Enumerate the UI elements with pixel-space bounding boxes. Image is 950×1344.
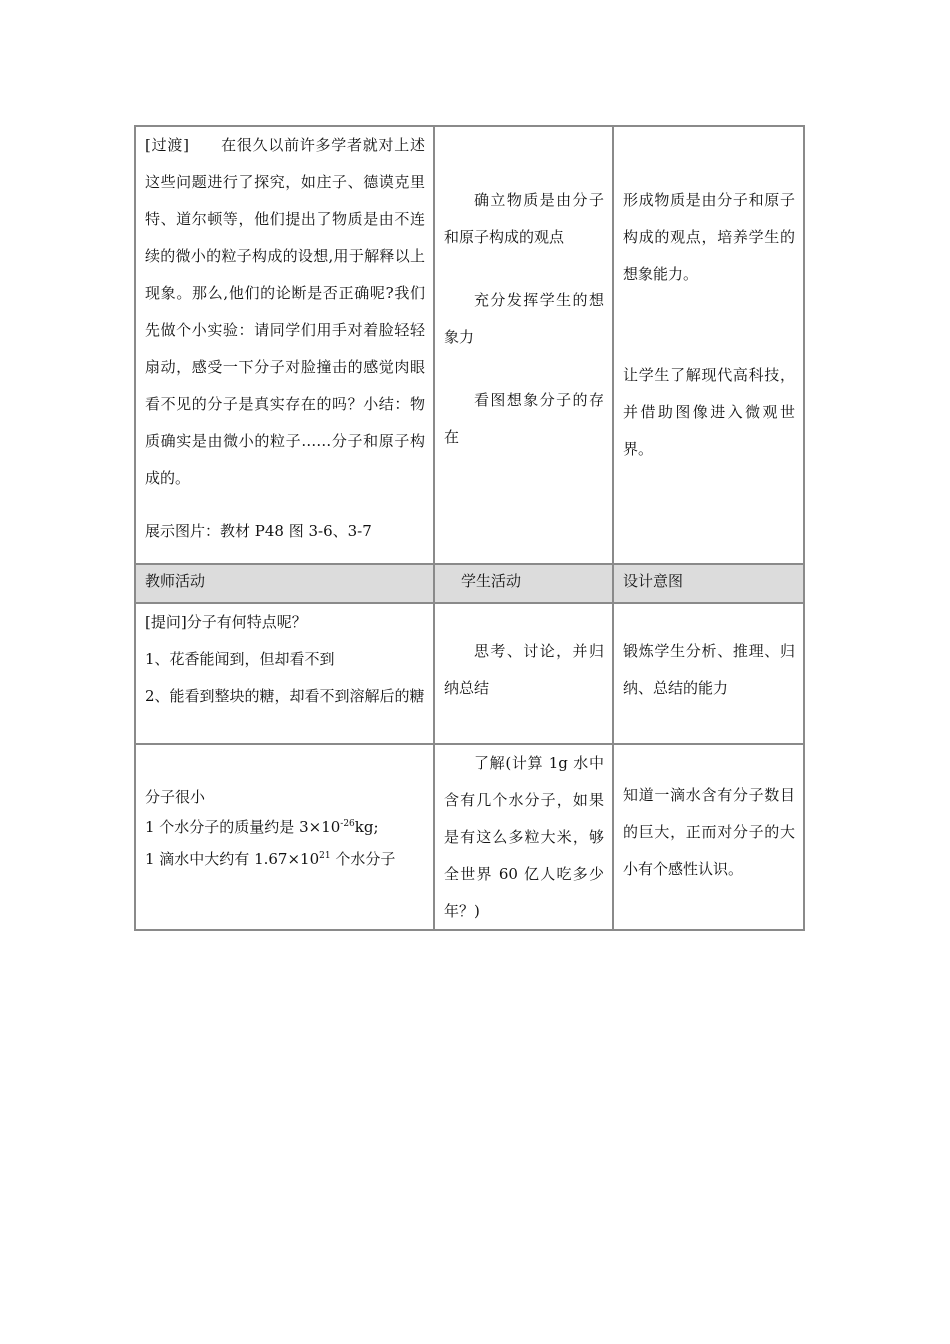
design-intent-text: 形成物质是由分子和原子构成的观点，培养学生的想象能力。 (623, 191, 795, 283)
teacher-transition-text: [过渡] 在很久以前许多学者就对上述这些问题进行了探究，如庄子、德谟克里特、道尔顿等，他们提出了物质是由不连续的微小的粒子构成的设想,用于解释以上现象。那么,他们的论断是否正确呢?我们先做个小实验：请同学们用手对着脸轻轻扇动，感受一下分子对脸撞击的感觉肉眼看不见的分子是真实存在的吗？小结：物质确实是由微小的粒子……分子和原子构成的。 (145, 136, 425, 487)
student-activity-cell (433, 745, 614, 929)
table-row (134, 125, 805, 565)
design-intent-cell (614, 745, 803, 929)
student-activity-cell (433, 127, 614, 563)
design-intent-text: 让学生了解现代高科技，并借助图像进入微观世界。 (623, 366, 795, 458)
teacher-activity-cell (136, 127, 433, 563)
water-drop-count-text: 1 滴水中大约有 $1.67\times 10^{21}$ 个水分子 (145, 850, 396, 868)
table-row (134, 745, 805, 931)
table-header-row (134, 565, 805, 604)
design-intent-cell (614, 604, 803, 743)
header-design-intent: 设计意图 (623, 572, 684, 590)
teacher-point-text: 2、能看到整块的糖，却看不到溶解后的糖 (145, 687, 425, 705)
student-activity-text: 确立物质是由分子和原子构成的观点 (444, 191, 604, 246)
header-teacher-activity: 教师活动 (145, 572, 206, 590)
water-molecule-mass-text: 1 个水分子的质量约是 $3\times 10^{-26}kg$; (145, 818, 379, 836)
teacher-point-text: 1、花香能闻到，但却看不到 (145, 650, 335, 668)
teacher-activity-cell (136, 745, 433, 929)
teacher-show-pictures-text: 展示图片：教材 P48 图 3-6、3-7 (145, 522, 372, 540)
header-student-activity: 学生活动 (433, 565, 614, 602)
molecule-small-title: 分子很小 (145, 788, 206, 806)
student-activity-text: 看图想象分子的存在 (444, 391, 604, 446)
student-activity-text: 了解(计算 1g 水中含有几个水分子，如果是有这么多粒大米，够全世界 60 亿人吃多少年？) (444, 754, 604, 920)
teacher-activity-cell (136, 604, 433, 743)
student-activity-cell (433, 604, 614, 743)
student-activity-text: 充分发挥学生的想象力 (444, 291, 604, 346)
table-row (134, 604, 805, 745)
teacher-question-text: [提问]分子有何特点呢？ (145, 613, 307, 631)
lesson-table (134, 125, 805, 931)
student-activity-text: 思考、讨论，并归纳总结 (444, 642, 604, 697)
design-intent-text: 锻炼学生分析、推理、归纳、总结的能力 (623, 642, 795, 697)
design-intent-text: 知道一滴水含有分子数目的巨大，正而对分子的大小有个感性认识。 (623, 786, 795, 878)
design-intent-cell (614, 127, 803, 563)
